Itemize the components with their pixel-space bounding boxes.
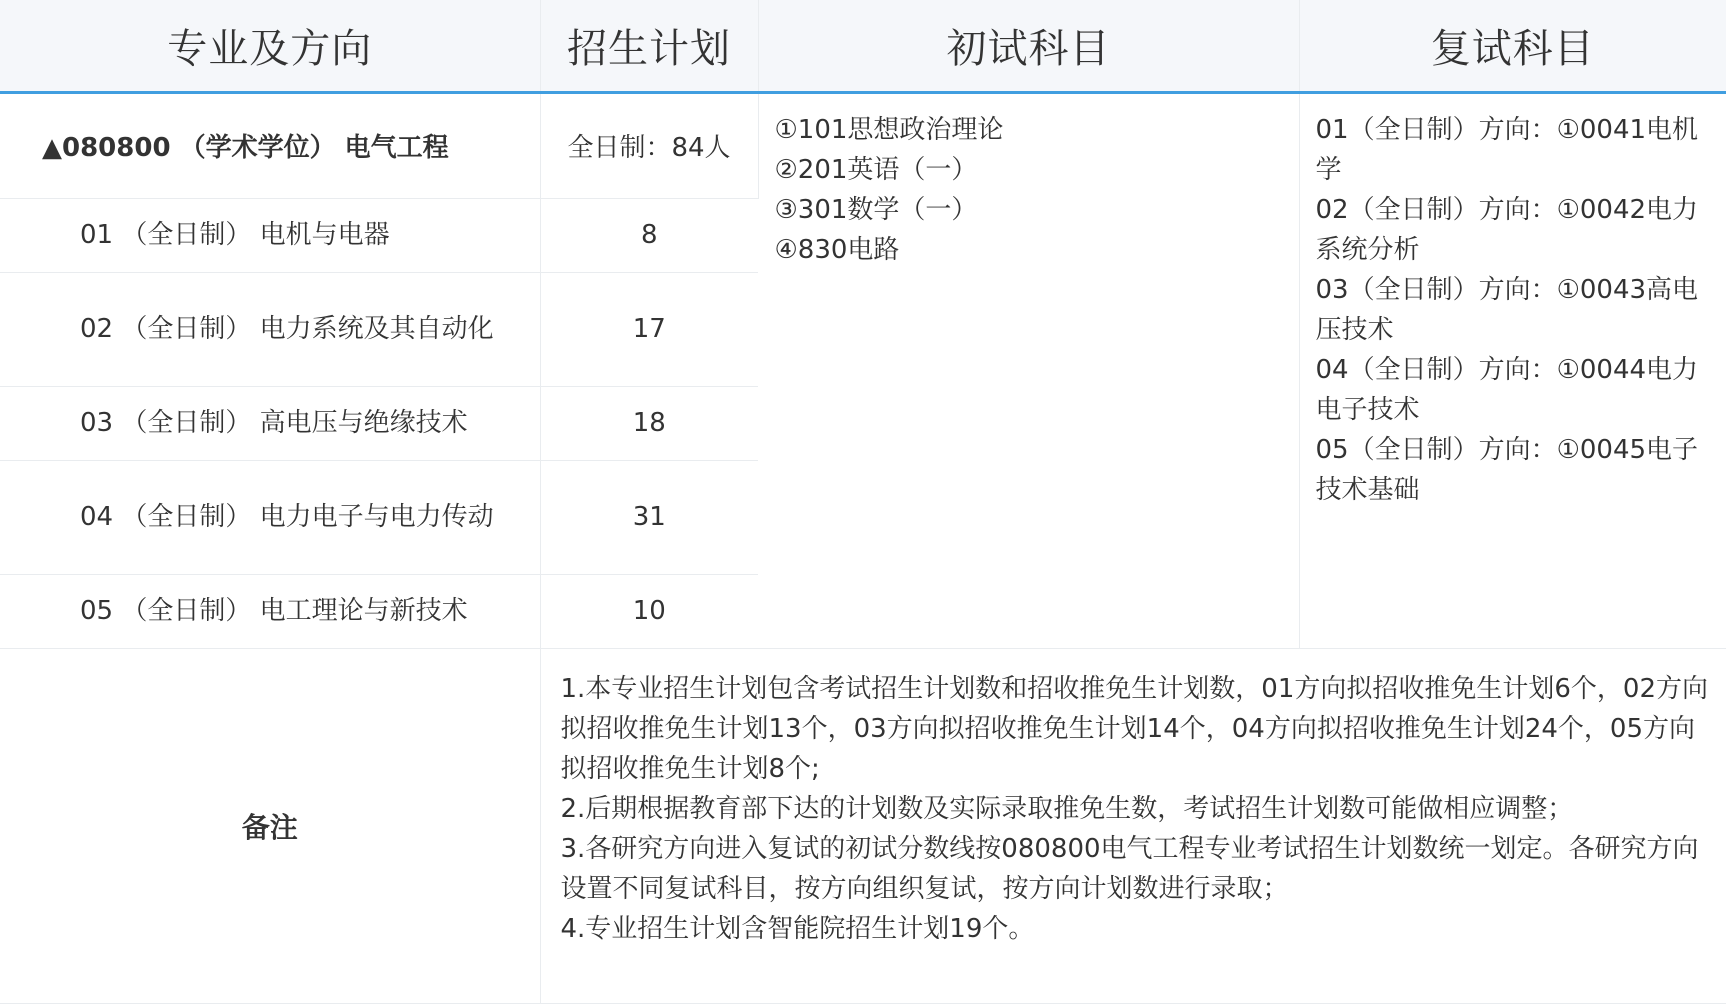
notes-label: 备注 (0, 648, 540, 1004)
retest-subject-item: 04（全日制）方向：①0044电力电子技术 (1315, 354, 1699, 425)
direction-plan: 8 (540, 198, 758, 272)
notes-row (0, 648, 1726, 1004)
retest-subject-item: 01（全日制）方向：①0041电机学 (1315, 114, 1699, 185)
direction-name: 04 （全日制） 电力电子与电力传动 (0, 460, 540, 574)
direction-plan: 17 (540, 272, 758, 386)
major-plan: 全日制：84人 (540, 92, 758, 198)
direction-name: 02 （全日制） 电力系统及其自动化 (0, 272, 540, 386)
note-item: 4.专业招生计划含智能院招生计划19个。 (560, 913, 1035, 944)
retest-subjects-cell (1299, 92, 1726, 648)
initial-subject-item: ④830电路 (774, 234, 900, 265)
retest-subject-item: 02（全日制）方向：①0042电力系统分析 (1315, 194, 1699, 265)
note-item: 2.后期根据教育部下达的计划数及实际录取推免生数，考试招生计划数可能做相应调整； (560, 793, 1574, 824)
direction-name: 05 （全日制） 电工理论与新技术 (0, 574, 540, 648)
header-retest-subjects: 复试科目 (1299, 0, 1726, 92)
initial-subject-item: ③301数学（一） (774, 194, 978, 225)
initial-subject-item: ①101思想政治理论 (774, 114, 1004, 145)
note-item: 3.各研究方向进入复试的初试分数线按080800电气工程专业考试招生计划数统一划定。各研究方向设置不同复试科目，按方向组织复试，按方向计划数进行录取； (560, 833, 1699, 904)
direction-plan: 31 (540, 460, 758, 574)
header-plan: 招生计划 (540, 0, 758, 92)
table-header-row (0, 0, 1726, 92)
direction-name: 01 （全日制） 电机与电器 (0, 198, 540, 272)
direction-plan: 10 (540, 574, 758, 648)
major-row (0, 92, 1726, 198)
direction-plan: 18 (540, 386, 758, 460)
direction-name: 03 （全日制） 高电压与绝缘技术 (0, 386, 540, 460)
notes-content (540, 648, 1726, 1004)
initial-subjects-cell (758, 92, 1299, 648)
header-initial-subjects: 初试科目 (758, 0, 1299, 92)
major-name: ▲080800 （学术学位） 电气工程 (0, 92, 540, 198)
header-major: 专业及方向 (0, 0, 540, 92)
note-item: 1.本专业招生计划包含考试招生计划数和招收推免生计划数，01方向拟招收推免生计划6个，02方向拟招收推免生计划13个，03方向拟招收推免生计划14个，04方向拟招收推免生计划24个，05方向拟招收推免生计划8个; (560, 673, 1709, 784)
retest-subject-item: 05（全日制）方向：①0045电子技术基础 (1315, 434, 1699, 505)
initial-subject-item: ②201英语（一） (774, 154, 978, 185)
retest-subject-item: 03（全日制）方向：①0043高电压技术 (1315, 274, 1699, 345)
